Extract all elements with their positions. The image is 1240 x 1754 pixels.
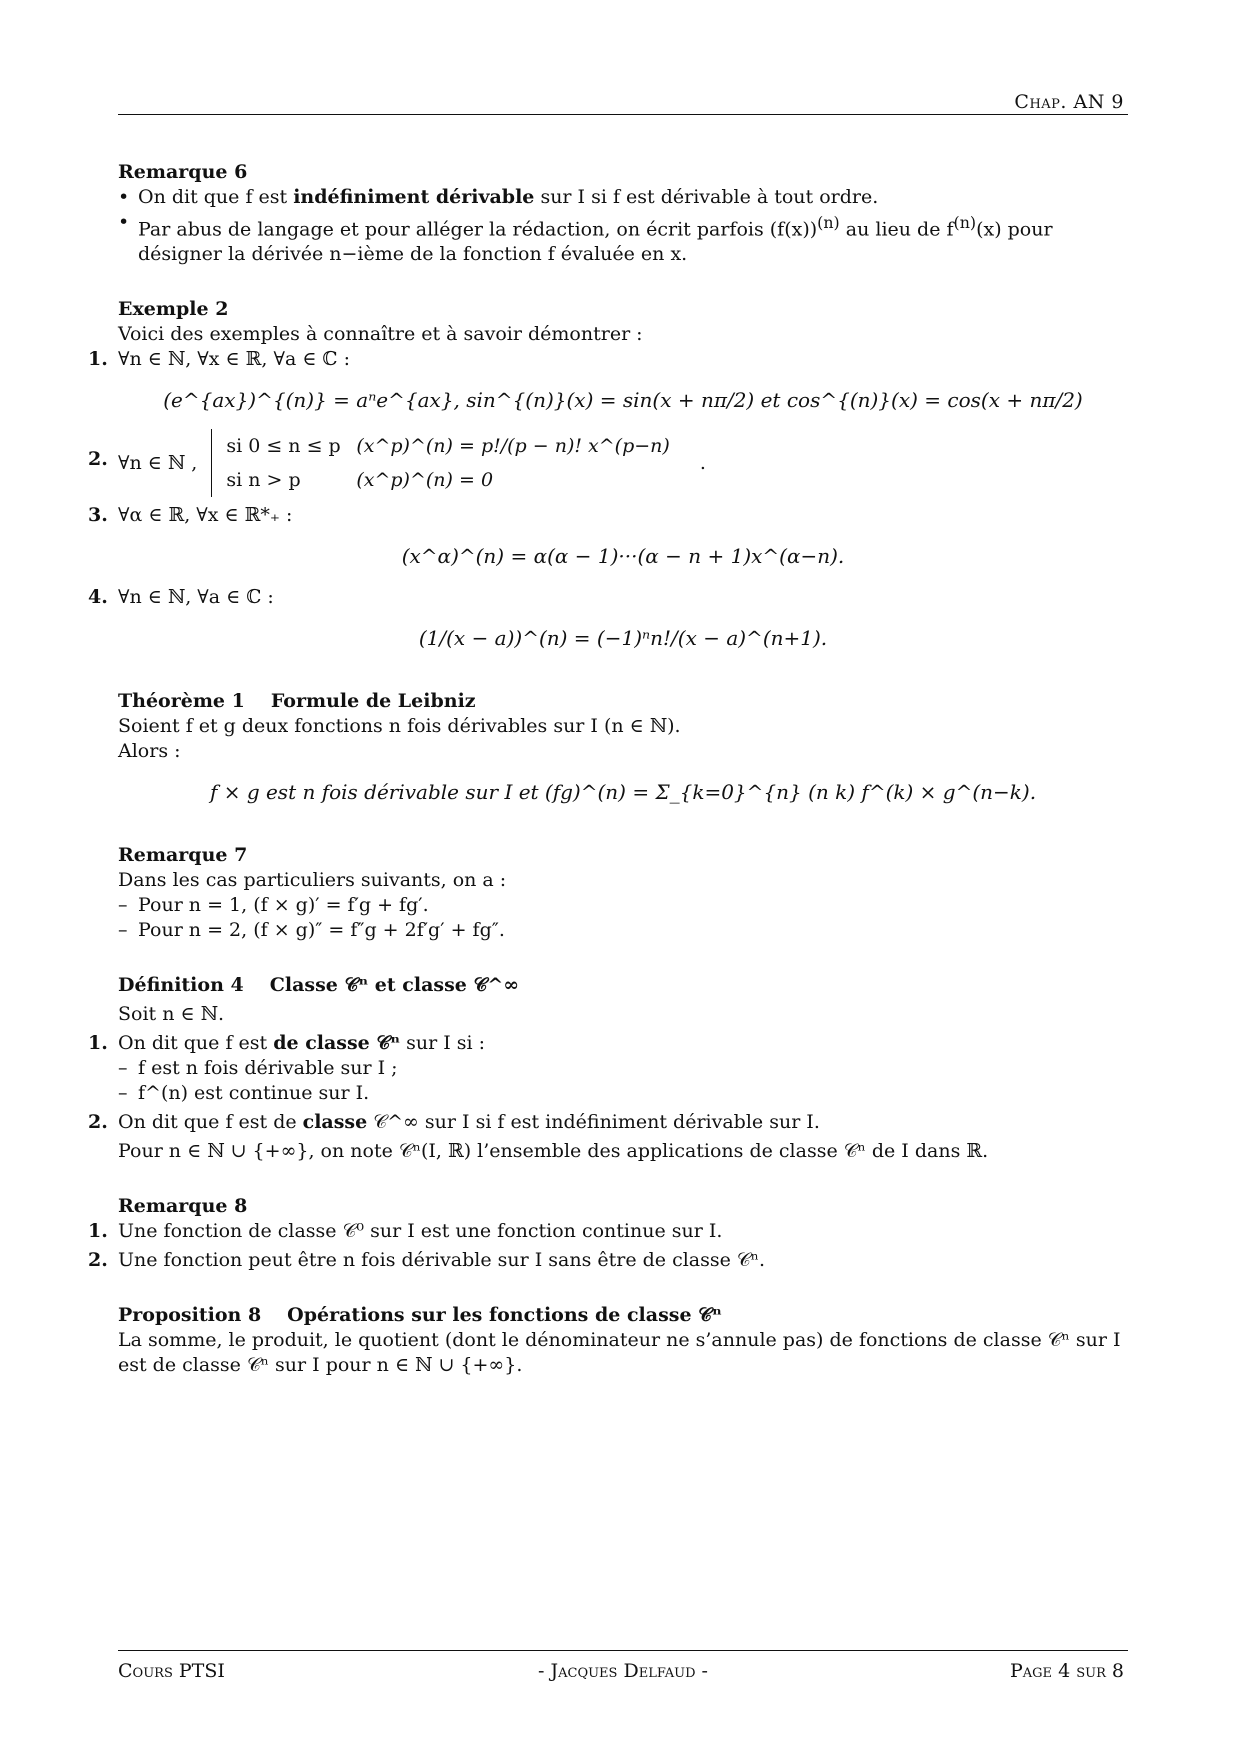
- theoreme-1-line-2: Alors :: [118, 740, 181, 763]
- exemple-2-item-4: [88, 585, 1128, 659]
- item-number: 2.: [88, 1249, 108, 1272]
- item-formula: (e^{ax})^{(n)} = aⁿe^{ax}, sin^{(n)}(x) = sin(x + nπ/2) et cos^{(n)}(x) = cos(x + nπ/2): [163, 388, 1083, 413]
- item-formula: (1/(x − a))^(n) = (−1)ⁿn!/(x − a)^(n+1).: [418, 626, 828, 651]
- definition-4-subitem: – f^(n) est continue sur I.: [118, 1081, 1128, 1106]
- definition-4-intro: Soit n ∈ ℕ.: [118, 1003, 224, 1026]
- superscript: (n): [817, 213, 840, 232]
- item-condition: ∀n ∈ ℕ, ∀a ∈ ℂ :: [118, 586, 274, 609]
- footer-page-number: Page 4 sur 8: [1010, 1660, 1124, 1682]
- text: sur I si :: [400, 1032, 486, 1055]
- remarque-8-item-1: [88, 1219, 1128, 1244]
- item-number: 1.: [88, 348, 108, 371]
- remarque-6-bullet-2: [118, 210, 1128, 267]
- remarque-7: [118, 843, 1128, 943]
- case-2: [226, 463, 669, 497]
- leibniz-formula: f × g est n fois dérivable sur I et (fg)^(n) = Σ_{k=0}^{n} (n k) f^(k) × g^(n−k).: [209, 780, 1037, 805]
- text: On dit que f est: [118, 1032, 274, 1055]
- superscript: (n): [953, 213, 977, 232]
- case-condition: si n > p: [226, 469, 301, 492]
- page-header: [118, 88, 1128, 115]
- item-number: 4.: [88, 586, 108, 609]
- text: au lieu de f: [839, 218, 954, 241]
- remarque-7-item: – Pour n = 2, (f × g)″ = f″g + 2f′g′ + fg″.: [118, 918, 1128, 943]
- definition-4-subitem: – f est n fois dérivable sur I ;: [118, 1056, 1128, 1081]
- text: Par abus de langage et pour alléger la rédaction, on écrit parfois (f(x)): [138, 218, 818, 241]
- theoreme-1-title: Théorème 1: [118, 690, 245, 713]
- item-formula: (x^α)^(n) = α(α − 1)···(α − n + 1)x^(α−n).: [401, 544, 845, 569]
- text: sur I si f est dérivable à tout ordre.: [534, 186, 879, 208]
- text: (x) pour désigner la dérivée n−ième de la fonction f évaluée en x.: [138, 218, 1053, 266]
- definition-4-item-1: [88, 1031, 1128, 1106]
- remarque-6-bullet-1: [118, 185, 1128, 210]
- definition-4-item-2: [88, 1110, 1128, 1135]
- cases-box: [211, 429, 669, 497]
- case-condition: si 0 ≤ n ≤ p: [226, 435, 341, 458]
- proposition-8-heading: [118, 1303, 1128, 1328]
- remarque-8: [88, 1194, 1128, 1273]
- theoreme-1: [118, 689, 1128, 813]
- item-text: Une fonction de classe 𝒞⁰ sur I est une fonction continue sur I.: [118, 1220, 723, 1243]
- exemple-2: [88, 297, 1128, 659]
- footer-course: Cours PTSI: [118, 1660, 225, 1682]
- exemple-2-item-1: [88, 347, 1128, 421]
- bold-term: indéfiniment dérivable: [293, 186, 535, 208]
- text: On dit que f est: [138, 186, 294, 208]
- remarque-7-item: – Pour n = 1, (f × g)′ = f′g + fg′.: [118, 893, 1128, 918]
- bold-term: de classe 𝒞ⁿ: [273, 1032, 401, 1055]
- exemple-2-item-2: [88, 429, 1128, 497]
- case-value: (x^p)^(n) = 0: [356, 469, 494, 492]
- chapter-label: Chap. AN 9: [1014, 91, 1124, 113]
- item-condition: ∀n ∈ ℕ ,: [118, 451, 198, 474]
- definition-4: [88, 973, 1128, 1164]
- remarque-7-intro: Dans les cas particuliers suivants, on a :: [118, 869, 507, 892]
- case-value: (x^p)^(n) = p!/(p − n)! x^(p−n): [356, 435, 670, 458]
- theoreme-1-line-1: Soient f et g deux fonctions n fois dérivables sur I (n ∈ ℕ).: [118, 715, 681, 738]
- remarque-8-item-2: [88, 1248, 1128, 1273]
- remarque-8-title: Remarque 8: [118, 1195, 248, 1218]
- remarque-6-title: Remarque 6: [118, 161, 248, 183]
- definition-4-title: Définition 4: [118, 974, 244, 997]
- proposition-8-text: La somme, le produit, le quotient (dont le dénominateur ne s’annule pas) de fonctions de classe 𝒞ⁿ sur I est de classe 𝒞ⁿ sur I pour n ∈ ℕ ∪ {+∞}.: [118, 1329, 1121, 1377]
- proposition-8-title: Proposition 8: [118, 1304, 262, 1327]
- text: 𝒞^∞ sur I si f est indéfiniment dérivable sur I.: [367, 1111, 820, 1134]
- item-condition: ∀n ∈ ℕ, ∀x ∈ ℝ, ∀a ∈ ℂ :: [118, 348, 350, 371]
- footer-author: - Jacques Delfaud -: [538, 1660, 708, 1682]
- case-1: [226, 429, 669, 463]
- text: On dit que f est de: [118, 1111, 303, 1134]
- proposition-8: [118, 1303, 1128, 1378]
- remarque-7-title: Remarque 7: [118, 844, 248, 867]
- item-number: 3.: [88, 504, 108, 527]
- definition-4-note: Pour n ∈ ℕ ∪ {+∞}, on note 𝒞ⁿ(I, ℝ) l’ensemble des applications de classe 𝒞ⁿ de I dans ℝ.: [118, 1140, 989, 1163]
- page-content: [88, 160, 1128, 1408]
- page-footer: [118, 1650, 1128, 1682]
- exemple-2-intro: Voici des exemples à connaître et à savoir démontrer :: [118, 323, 643, 346]
- bold-term: classe: [302, 1111, 368, 1134]
- definition-4-heading: [118, 973, 1128, 998]
- exemple-2-title: Exemple 2: [118, 298, 229, 321]
- definition-4-subtitle: Classe 𝒞ⁿ et classe 𝒞^∞: [269, 974, 520, 997]
- item-number: 1.: [88, 1220, 108, 1243]
- theoreme-1-heading: [118, 689, 1128, 714]
- item-number: 2.: [88, 1111, 108, 1134]
- exemple-2-item-3: [88, 503, 1128, 577]
- remarque-6: [118, 160, 1128, 267]
- item-tail: .: [699, 451, 706, 474]
- item-condition: ∀α ∈ ℝ, ∀x ∈ ℝ*₊ :: [118, 504, 293, 527]
- proposition-8-subtitle: Opérations sur les fonctions de classe 𝒞ⁿ: [287, 1304, 722, 1327]
- theoreme-1-subtitle: Formule de Leibniz: [270, 690, 476, 713]
- item-text: Une fonction peut être n fois dérivable sur I sans être de classe 𝒞ⁿ.: [118, 1249, 766, 1272]
- item-number: 1.: [88, 1032, 108, 1055]
- item-number: 2.: [88, 448, 108, 471]
